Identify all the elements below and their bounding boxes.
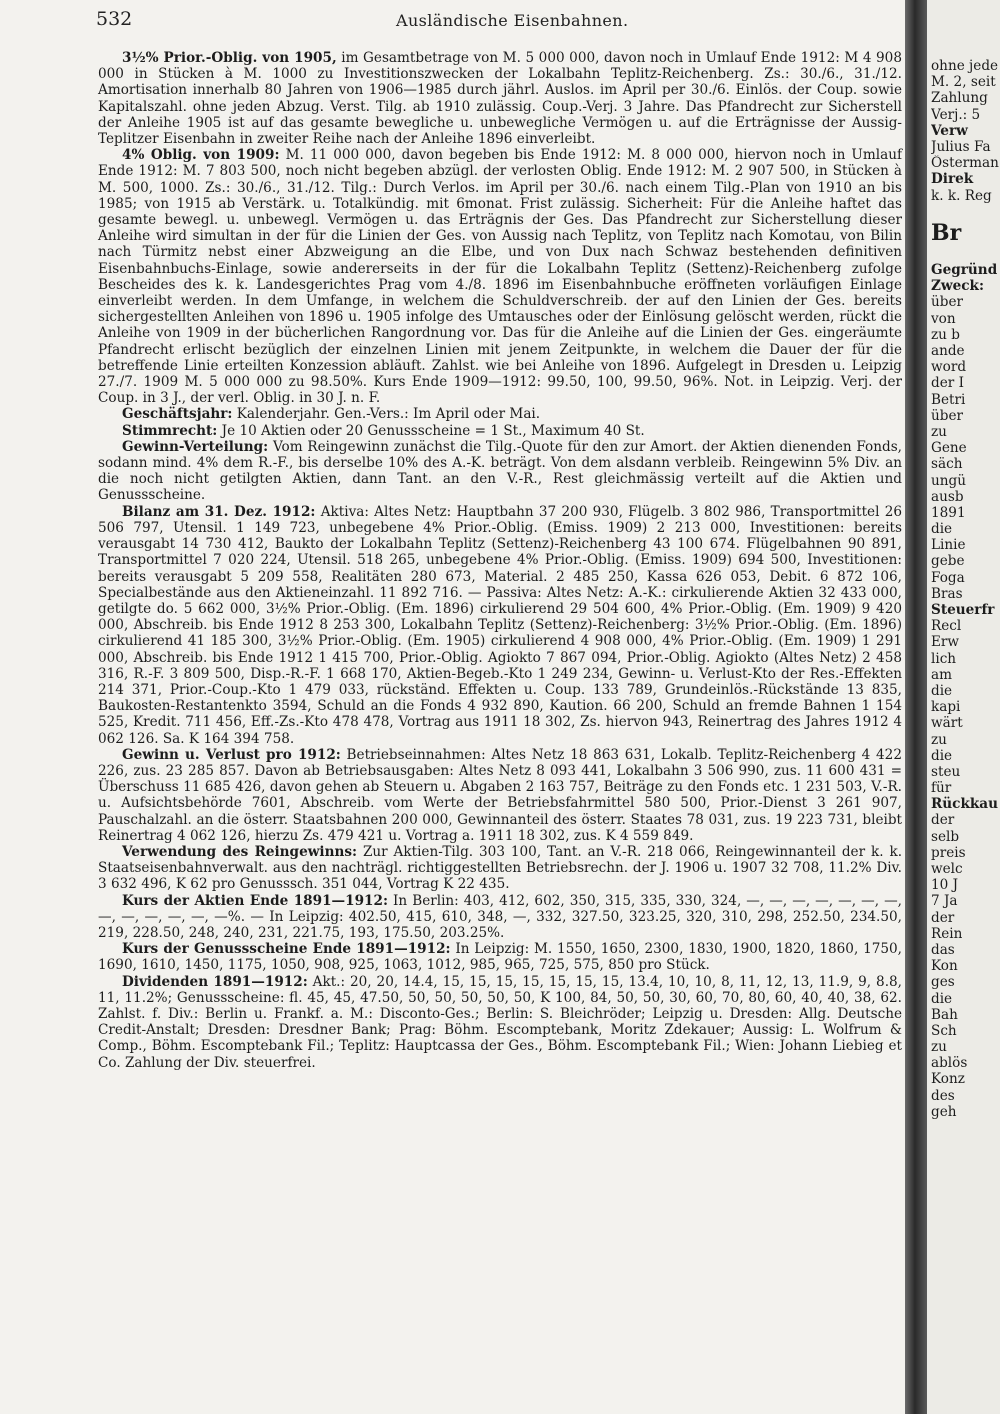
adjacent-page-line: zu xyxy=(931,1039,947,1056)
paragraph-label: 4% Oblig. von 1909: xyxy=(122,147,280,164)
adjacent-page-line: über xyxy=(931,294,963,311)
adjacent-page-line: 7 Ja xyxy=(931,893,958,910)
adjacent-page-line: Bah xyxy=(931,1006,958,1023)
paragraph-label: Kurs der Aktien Ende 1891—1912: xyxy=(122,892,388,909)
paragraph-label: Verwendung des Reingewinns: xyxy=(122,843,358,860)
adjacent-page-line: Foga xyxy=(931,569,965,586)
paragraph xyxy=(98,747,902,844)
adjacent-page-line: wärt xyxy=(931,715,963,732)
page-header xyxy=(96,8,896,38)
page-body xyxy=(98,50,902,1071)
adjacent-page-line: Direk xyxy=(931,171,974,188)
adjacent-page-line: Steuerfr xyxy=(931,602,995,618)
paragraph-text: Kalenderjahr. Gen.-Vers.: Im April oder Mai. xyxy=(236,406,541,423)
adjacent-page-line: ungü xyxy=(931,472,966,489)
paragraph-text: In Berlin: 403, 412, 602, 350, 315, 335, 330, 324, —, —, —, —, —, —, —, —, —, —, —, —, —%. — In Leipzig: 402.50, 415, 610, 348, —, 332, 327.50, 323.25, 320, 310, 298, 252.50, 234.50, 219, 228.50, 248, 240, 231, 221.75, 193, 175.50, 203.25%. xyxy=(98,892,902,941)
paragraph-text: Zur Aktien-Tilg. 303 100, Tant. an V.-R. 218 066, Reingewinnanteil der k. k. Staatseisenbahnverwalt. aus den nachträgl. richtiggestellten Betriebsrechn. der J. 1906 u. 1907 32 708, 11.2% Div. 3 632 496, K 62 pro Genusssch. 351 044, Vortrag K 22 435. xyxy=(98,843,903,893)
adjacent-page-line: von xyxy=(931,310,956,327)
adjacent-page-line: Konz xyxy=(931,1071,965,1088)
adjacent-page-line: preis xyxy=(931,844,966,861)
adjacent-page-line: der I xyxy=(931,375,964,392)
paragraph-text: M. 11 000 000, davon begeben bis Ende 1912: M. 8 000 000, hiervon noch in Umlauf Ende 1912: M. 7 803 500, noch nicht begeben abzügl. der verlosten Oblig. Ende 1912: M. 2 907 500, in Stücken à M. 500, 1000. Zs.: 30./6., 31./12. Tilg.: Durch Verlos. im April per 30./6. nach einem Tilg.-Plan von 1910 an bis 1985; von 1915 ab Verstärk. u. Totalkündig. mit 6monat. Frist zulässig. Sicherheit: Für die Anleihe haftet das gesamte bewegl. u. unbewegl. Vermögen u. das Erträgnis der Ges. Das Pfandrecht zur Sicherstellung dieser Anleihe wird simultan in der für die Linien der Ges. von Aussig nach Teplitz, von Teplitz nach Komotau, von Bilin nach Türmitz nebst einer Abzweigung an die Elbe, und von Dux nach Schwaz bestehenden definitiven Eisenbahnbuchs-Einlage, sowie andererseits in der für die Lokalbahn Teplitz (Settenz)-Reichenberg zufolge Bescheides des k. k. Landesgerichtes Prag vom 4./8. 1896 im Eisenbahnbuche eröffneten vorläufigen Einlage einverleibt werden. In dem Umfange, in welchem die Schuldverschreib. der auf den Linien der Ges. bereits sichergestellten Anleihen von 1896 u. 1905 infolge des Umtausches oder der Einlösung gelöscht werden, rückt die Anleihe von 1909 in der bücherlichen Rangordnung vor. Das für die Anleihe auf die Linien der Ges. eingeräumte Pfandrecht erlischt bezüglich der einzelnen Linien mit jenem Zeitpunkte, in welchem die Dauer der für die betreffende Linie erteilten Konzession abläuft. Zahlst. wie bei Anleihe von 1896. Aufgelegt in Dresden u. Leipzig 27./7. 1909 M. 5 000 000 zu 98.50%. Kurs Ende 1909—1912: 99.50, 100, 99.50, 96%. Not. in Leipzig. Verj. der Coup. in 3 J., der verl. Oblig. in 30 J. n. F. xyxy=(98,147,903,407)
adjacent-page-text xyxy=(931,58,1000,1120)
paragraph-text: im Gesamtbetrage von M. 5 000 000, davon noch in Umlauf Ende 1912: M 4 908 000 in Stücken à M. 1000 zu Investitionszwecken der Lokalbahn Teplitz-Reichenberg. Zs.: 30./6., 31./12. Amortisation innerhalb 80 Jahren von 1906—1985 durch jährl. Auslos. im April per 30./6. Einlös. der Coup. sowie Kapitalszahl. ohne jeden Abzug. Verst. Tilg. ab 1910 zulässig. Coup.-Verj. 3 Jahre. Das Pfandrecht zur Sicherstell der Anleihe 1905 ist auf das gesamte bewegliche u. unbewegliche Vermögen u. auf die Erträgnisse der Aussig-Teplitzer Eisenbahn in zweiter Reihe nach der Anleihe 1896 einverleibt. xyxy=(98,50,902,148)
paragraph-text: Vom Reingewinn zunächst die Tilg.-Quote für den zur Amort. der Aktien dienenden Fonds, sodann mind. 4% dem R.-F., bis derselbe 10% des A.-K. beträgt. Von dem alsdann verbleib. Reingewinn 5% Div. an die noch nicht getilgten Aktien, dann Tant. an den V.-R., Rest gleichmässig verteilt auf die Aktien und Genussscheine. xyxy=(98,438,903,504)
adjacent-page-line xyxy=(931,204,1000,220)
adjacent-page-line: für xyxy=(931,780,952,797)
adjacent-page-line: Verw xyxy=(931,122,968,139)
paragraph-label: Stimmrecht: xyxy=(122,422,218,439)
adjacent-page-line: der xyxy=(931,812,955,829)
paragraph xyxy=(98,50,902,147)
adjacent-page-line: ande xyxy=(931,343,965,359)
adjacent-page-line: Betri xyxy=(931,391,966,408)
book-gutter xyxy=(905,0,927,1414)
adjacent-page-line: ausb xyxy=(931,488,964,505)
paragraph xyxy=(98,147,902,406)
adjacent-page-line xyxy=(931,246,1000,262)
adjacent-page-line: k. k. Reg xyxy=(931,187,992,204)
paragraph-text: Akt.: 20, 20, 14.4, 15, 15, 15, 15, 15, 15, 15, 13.4, 10, 10, 8, 11, 12, 13, 11.9, 9, 8.8, 11, 11.2%; Genussscheine: fl. 45, 45, 47.50, 50, 50, 50, 50, 50, K 100, 84, 50, 50, 30, 60, 70, 80, 60, 40, 40, 38, 62. Zahlst. f. Div.: Berlin u. Frankf. a. M.: Disconto-Ges.; Berlin: S. Bleichröder; Leipzig u. Dresden: Allg. Deutsche Credit-Anstalt; Dresden: Dresdner Bank; Prag: Böhm. Escomptebank, Moritz Zdekauer; Aussig: L. Wolfrum & Comp., Böhm. Escomptebank Fil.; Teplitz: Hauptcassa der Ges., Böhm. Escomptebank Fil.; Wien: Johann Liebieg et Co. Zahlung der Div. steuerfrei. xyxy=(98,973,902,1071)
adjacent-page-line: Zweck: xyxy=(931,278,984,295)
adjacent-page-line: Br xyxy=(931,219,962,246)
adjacent-page-line: ohne jede xyxy=(931,58,999,74)
page-number: 532 xyxy=(96,8,133,30)
adjacent-page-line: säch xyxy=(931,456,963,473)
adjacent-page-line: über xyxy=(931,407,963,424)
adjacent-page xyxy=(927,0,1000,1414)
adjacent-page-line: der xyxy=(931,909,955,926)
paragraph-label: Gewinn-Verteilung: xyxy=(122,438,269,455)
adjacent-page-line: 1891 xyxy=(931,504,966,521)
paragraph xyxy=(98,941,902,973)
paragraph-label: Kurs der Genussscheine Ende 1891—1912: xyxy=(122,941,451,958)
adjacent-page-line: Zahlung xyxy=(931,90,988,107)
adjacent-page-line: Bras xyxy=(931,585,963,602)
adjacent-page-line: Linie xyxy=(931,537,966,554)
adjacent-page-line: Gegründ xyxy=(931,262,998,279)
paragraph-label: Dividenden 1891—1912: xyxy=(122,973,308,990)
adjacent-page-line: kapi xyxy=(931,699,961,716)
paragraph-label: Bilanz am 31. Dez. 1912: xyxy=(122,503,316,520)
adjacent-page-line: zu b xyxy=(931,326,960,343)
paragraph-text: Je 10 Aktien oder 20 Genussscheine = 1 St., Maximum 40 St. xyxy=(221,422,645,439)
adjacent-page-line: M. 2, seit xyxy=(931,74,996,91)
adjacent-page-line: die xyxy=(931,521,953,538)
paragraph xyxy=(98,406,902,422)
adjacent-page-line: Recl xyxy=(931,618,962,635)
running-title: Ausländische Eisenbahnen. xyxy=(396,11,629,30)
paragraph-label: Gewinn u. Verlust pro 1912: xyxy=(122,746,341,763)
adjacent-page-line: das xyxy=(931,941,955,958)
adjacent-page-line: Erw xyxy=(931,634,960,651)
adjacent-page-line: geh xyxy=(931,1103,957,1120)
adjacent-page-line: die xyxy=(931,747,953,764)
paragraph xyxy=(98,893,902,942)
adjacent-page-line: Sch xyxy=(931,1022,957,1039)
adjacent-page-line: des xyxy=(931,1087,955,1104)
adjacent-page-line: Gene xyxy=(931,440,967,457)
adjacent-page-line: Rein xyxy=(931,925,963,942)
paragraph-text: Betriebseinnahmen: Altes Netz 18 863 631, Lokalb. Teplitz-Reichenberg 4 422 226, zus. 23 285 857. Davon ab Betriebsausgaben: Altes Netz 8 093 441, Lokalbahn 3 506 990, zus. 11 600 431 = Überschuss 11 685 426, davon gehen ab Steuern u. Abgaben 2 163 757, Beiträge zu den Fonds etc. 1 231 503, V.-R. u. Aufsichtsbehörde 7601, Abschreib. vom Werte der Betriebsfahrmittel 580 500, Prior.-Dienst 3 261 907, Pauschalzahl. an die österr. Staatsbahnen 200 000, Gewinnanteil des österr. Staates 78 031, zus. 19 223 731, bleibt Reinertrag 4 062 126, hierzu Zs. 479 421 u. Vortrag a. 1911 18 302, zus. K 4 559 849. xyxy=(98,746,902,844)
adjacent-page-line: zu xyxy=(931,423,947,440)
paragraph-text: In Leipzig: M. 1550, 1650, 2300, 1830, 1900, 1820, 1860, 1750, 1690, 1610, 1450, 1175, 1050, 908, 925, 1063, 1012, 985, 965, 725, 575, 850 pro Stück. xyxy=(98,941,902,974)
adjacent-page-line: Österman xyxy=(931,155,999,172)
paragraph-label: Geschäftsjahr: xyxy=(122,406,233,423)
paragraph xyxy=(98,974,902,1071)
paragraph xyxy=(98,439,902,504)
paragraph-text: Aktiva: Altes Netz: Hauptbahn 37 200 930, Flügelb. 3 802 986, Transportmittel 26 506 797, Utensil. 1 149 723, unbegebene 4% Prior.-Oblig. (Emiss. 1909) 2 213 000, Investitionen: bereits verausgabt 14 730 412, Baukto der Lokalbahn Teplitz (Settenz)-Reichenberg 43 100 674. Flügelbahnen 90 891, Transportmittel 7 020 224, Utensil. 518 265, unbegebene 4% Prior.-Oblig. (Emiss. 1909) 694 500, Investitionen: bereits verausgabt 5 209 558, Realitäten 280 673, Material. 2 485 250, Kassa 626 053, Debit. 6 872 106, Specialbestände aus den Aktieneinzahl. 11 892 716. — Passiva: Altes Netz: A.-K.: cirkulierende Aktien 32 433 000, getilgte do. 5 662 000, 3½% Prior.-Oblig. (Em. 1896) cirkulierend 29 504 600, 4% Prior.-Oblig. (Em. 1909) 9 420 000, Abschreib. bis Ende 1912 8 253 300, Lokalbahn Teplitz (Settenz)-Reichenberg: 3½% Prior.-Oblig. (Em. 1896) cirkulierend 41 185 300, 3½% Prior.-Oblig. (Em. 1905) cirkulierend 4 908 000, 4% Prior.-Oblig. (Em. 1909) 1 291 000, Abschreib. bis Ende 1912 1 415 700, Prior.-Oblig. Agiokto 7 867 094, Prior.-Oblig. Agiokto (Altes Netz) 2 458 316, R.-F. 3 809 500, Disp.-R.-F. 1 668 170, Aktien-Begeb.-Kto 1 249 234, Gewinn- u. Verlust-Kto der Res.-Effekten 214 371, Prior.-Coup.-Kto 1 479 033, rückständ. Effekten u. Coup. 133 789, Grundeinlös.-Rückstände 13 835, Baukosten-Restantenkto 3594, Schuld an die Fonds 4 932 890, Kaution. 66 200, Schuld an fremde Bahnen 1 154 525, Kredit. 711 456, Eff.-Zs.-Kto 478 478, Vortrag aus 1911 18 302, Zs. hiervon 943, Reinertrag des Jahres 1912 4 062 126. Sa. K 164 394 758. xyxy=(98,503,902,747)
paragraph xyxy=(98,504,902,747)
adjacent-page-line: Kon xyxy=(931,958,958,975)
paragraph xyxy=(98,423,902,439)
adjacent-page-line: selb xyxy=(931,828,960,845)
paragraph-label: 3½% Prior.-Oblig. von 1905, xyxy=(122,50,337,66)
adjacent-page-line: ablös xyxy=(931,1055,968,1072)
adjacent-page-line: die xyxy=(931,990,953,1007)
adjacent-page-line: Julius Fa xyxy=(931,138,991,155)
adjacent-page-line: lich xyxy=(931,650,957,667)
adjacent-page-line: zu xyxy=(931,731,947,748)
adjacent-page-line: Rückkau xyxy=(931,796,998,813)
adjacent-page-line: die xyxy=(931,682,953,699)
adjacent-page-line: ges xyxy=(931,974,955,991)
adjacent-page-line: word xyxy=(931,359,967,376)
paragraph xyxy=(98,844,902,893)
adjacent-page-line: gebe xyxy=(931,553,965,570)
adjacent-page-line: am xyxy=(931,666,952,683)
adjacent-page-line: welc xyxy=(931,861,963,877)
adjacent-page-line: Verj.: 5 xyxy=(931,106,981,123)
adjacent-page-line: steu xyxy=(931,763,961,780)
adjacent-page-line: 10 J xyxy=(931,877,959,894)
